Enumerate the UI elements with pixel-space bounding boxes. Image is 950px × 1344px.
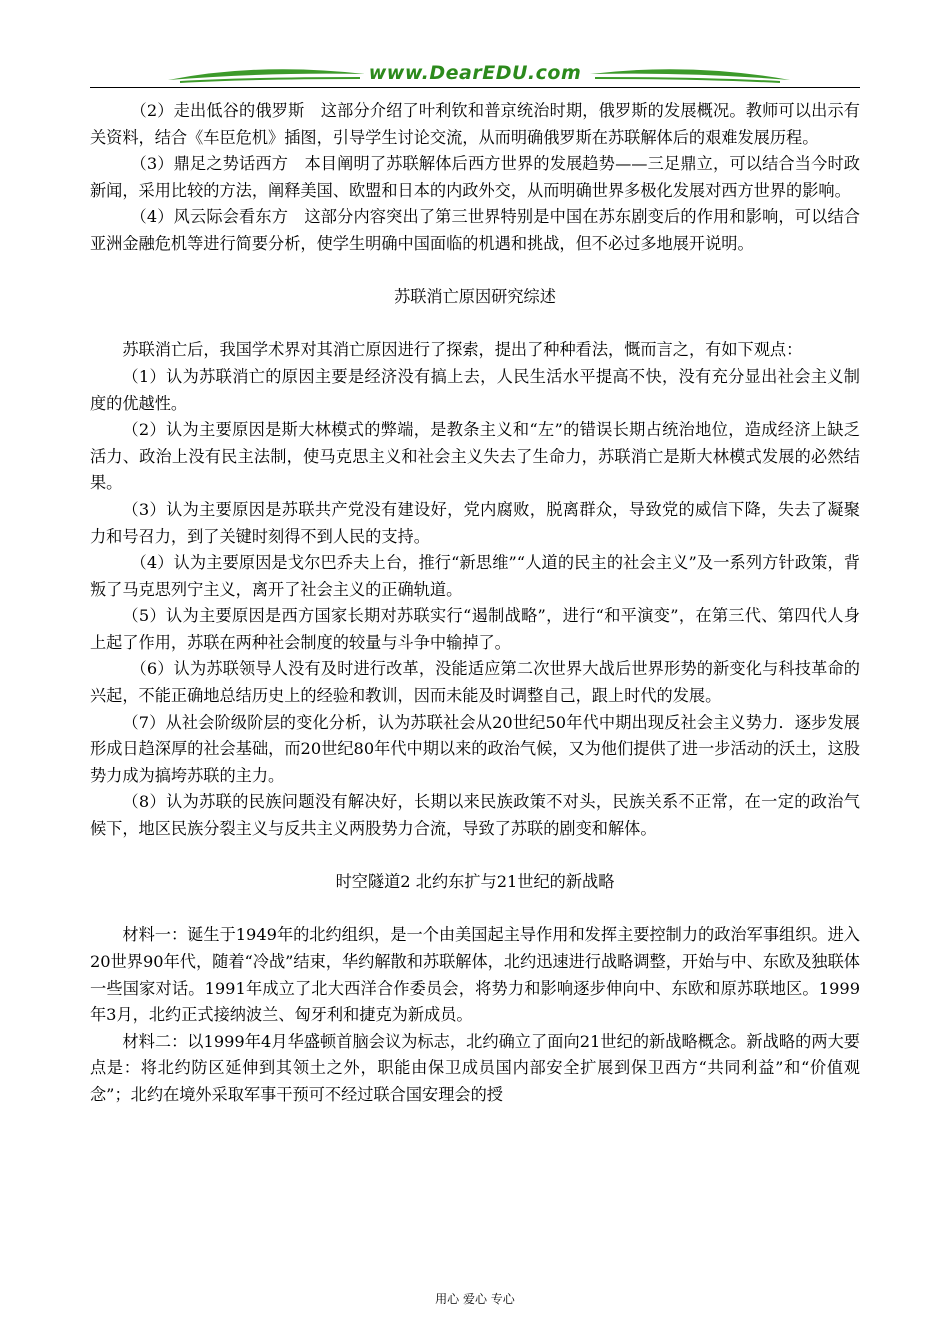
spacer: [90, 258, 860, 285]
section2-title: 苏联消亡原因研究综述: [394, 287, 556, 307]
section2-point: （7）从社会阶级阶层的变化分析，认为苏联社会从20世纪50年代中期出现反社会主义势力．逐步发展形成日趋深厚的社会基础，而20世纪80年代中期以来的政治气候，又为他们提供了进一步活动的沃土，这股势力成为搞垮苏联的主力。: [90, 712, 860, 785]
section2-intro: 苏联消亡后，我国学术界对其消亡原因进行了探索，提出了种种看法，慨而言之，有如下观点：: [122, 340, 803, 360]
section2-point: （8）认为苏联的民族问题没有解决好，长期以来民族政策不对头，民族关系不正常，在一定的政治气候下，地区民族分裂主义与反共主义两股势力合流，导致了苏联的剧变和解体。: [90, 792, 860, 839]
site-url: www.DearEDU.com: [368, 62, 582, 84]
page-footer: 用心 爱心 专心: [435, 1292, 515, 1306]
section1-paragraph: （2）走出低谷的俄罗斯 这部分介绍了叶利钦和普京统治时期，俄罗斯的发展概况。教师可以出示有关资料，结合《车臣危机》插图，引导学生讨论交流，从而明确俄罗斯在苏联解体后的艰难发展历程。: [90, 101, 860, 147]
section3-paragraph: 材料二：以1999年4月华盛顿首脑会议为标志，北约确立了面向21世纪的新战略概念。新战略的两大要点是：将北约防区延伸到其领土之外，职能由保卫成员国内部安全扩展到保卫西方“共同利益”和“价值观念”；北约在境外采取军事干预可不经过联合国安理会的授: [90, 1031, 860, 1104]
page-header: [90, 60, 860, 92]
section1-paragraph: （4）风云际会看东方 这部分内容突出了第三世界特别是中国在苏东剧变后的作用和影响，可以结合亚洲金融危机等进行简要分析，使学生明确中国面临的机遇和挑战，但不必过多地展开说明。: [90, 207, 860, 253]
spacer: [90, 843, 860, 870]
spacer: [90, 311, 860, 338]
section2-point: （4）认为主要原因是戈尔巴乔夫上台，推行“新思维”“人道的民主的社会主义”及一系列方针政策，背叛了马克思列宁主义，离开了社会主义的正确轨道。: [90, 553, 860, 599]
section3-title: 时空隧道2 北约东扩与21世纪的新战略: [335, 872, 615, 892]
section3-paragraph: 材料一：诞生于1949年的北约组织，是一个由美国起主导作用和发挥主要控制力的政治军事组织。进入20世界90年代，随着“冷战”结束，华约解散和苏联解体，北约迅速进行战略调整，开始与中、东欧及独联体一些国家对话。1991年成立了北大西洋合作委员会，将势力和影响逐步伸向中、东欧和原苏联地区。1999年3月，北约正式接纳波兰、匈牙利和捷克为新成员。: [90, 925, 860, 1025]
section2-point: （5）认为主要原因是西方国家长期对苏联实行“遏制战略”，进行“和平演变”，在第三代、第四代人身上起了作用，苏联在两种社会制度的较量与斗争中输掉了。: [90, 606, 860, 652]
section2-point: （3）认为主要原因是苏联共产党没有建设好，党内腐败，脱离群众，导致党的威信下降，失去了凝聚力和号召力，到了关键时刻得不到人民的支持。: [90, 499, 860, 546]
spacer: [90, 896, 860, 923]
section1-paragraph: （3）鼎足之势话西方 本目阐明了苏联解体后西方世界的发展趋势——三足鼎立，可以结合当今时政新闻，采用比较的方法，阐释美国、欧盟和日本的内政外交，从而明确世界多极化发展对西方世界的影响。: [90, 154, 860, 200]
document-body: [90, 98, 860, 1109]
section2-point: （2）认为主要原因是斯大林模式的弊端，是教条主义和“左”的错误长期占统治地位，造成经济上缺乏活力、政治上没有民主法制，使马克思主义和社会主义失去了生命力，苏联消亡是斯大林模式发展的必然结果。: [90, 420, 860, 493]
section2-point: （6）认为苏联领导人没有及时进行改革，没能适应第二次世界大战后世界形势的新变化与科技革命的兴起，不能正确地总结历史上的经验和教训，因而未能及时调整自己，跟上时代的发展。: [90, 659, 860, 706]
section2-point: （1）认为苏联消亡的原因主要是经济没有搞上去，人民生活水平提高不快，没有充分显出社会主义制度的优越性。: [90, 366, 860, 413]
header-divider: [90, 87, 860, 88]
